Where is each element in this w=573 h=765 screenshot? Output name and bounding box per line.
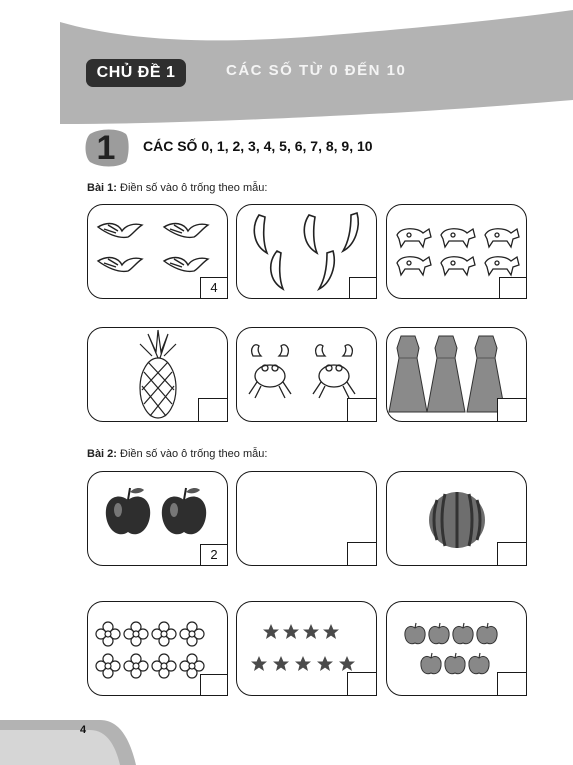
exercise1-instruction: Điền số vào ô trống theo mẫu:: [120, 182, 268, 194]
exercise2-instruction: Điền số vào ô trống theo mẫu:: [120, 448, 268, 460]
page-number: 4: [80, 724, 87, 736]
answer-box[interactable]: 4: [200, 277, 228, 299]
card-birds: [87, 204, 228, 299]
card-pineapple: [87, 327, 228, 422]
answer-box[interactable]: [499, 277, 527, 299]
card-cows: [386, 204, 527, 299]
card-empty: [236, 471, 377, 566]
exercise1-number: Bài 1:: [87, 182, 117, 194]
answer-box[interactable]: [497, 542, 527, 566]
exercise2-number: Bài 2:: [87, 448, 117, 460]
lesson-title: CÁC SỐ 0, 1, 2, 3, 4, 5, 6, 7, 8, 9, 10: [143, 138, 373, 154]
card-stars: [236, 601, 377, 696]
card-crabs: [236, 327, 377, 422]
exercise2-label: [87, 448, 267, 460]
answer-box[interactable]: [347, 542, 377, 566]
answer-box[interactable]: [198, 398, 228, 422]
answer-box[interactable]: [347, 398, 377, 422]
card-dresses: [386, 327, 527, 422]
topic-badge: CHỦ ĐỀ 1: [86, 59, 186, 87]
footer-corner-shape: [0, 700, 200, 765]
answer-box[interactable]: [497, 398, 527, 422]
card-watermelon: [386, 471, 527, 566]
topic-title: CÁC SỐ TỪ 0 ĐẾN 10: [226, 62, 407, 79]
answer-box[interactable]: [497, 672, 527, 696]
card-small-apples: [386, 601, 527, 696]
card-apples: [87, 471, 228, 566]
exercise1-label: [87, 182, 267, 194]
answer-box[interactable]: 2: [200, 544, 228, 566]
answer-box[interactable]: [349, 277, 377, 299]
answer-box[interactable]: [200, 674, 228, 696]
answer-box[interactable]: [347, 672, 377, 696]
card-bananas: [236, 204, 377, 299]
lesson-number: 1: [96, 129, 116, 167]
card-flowers: [87, 601, 228, 696]
